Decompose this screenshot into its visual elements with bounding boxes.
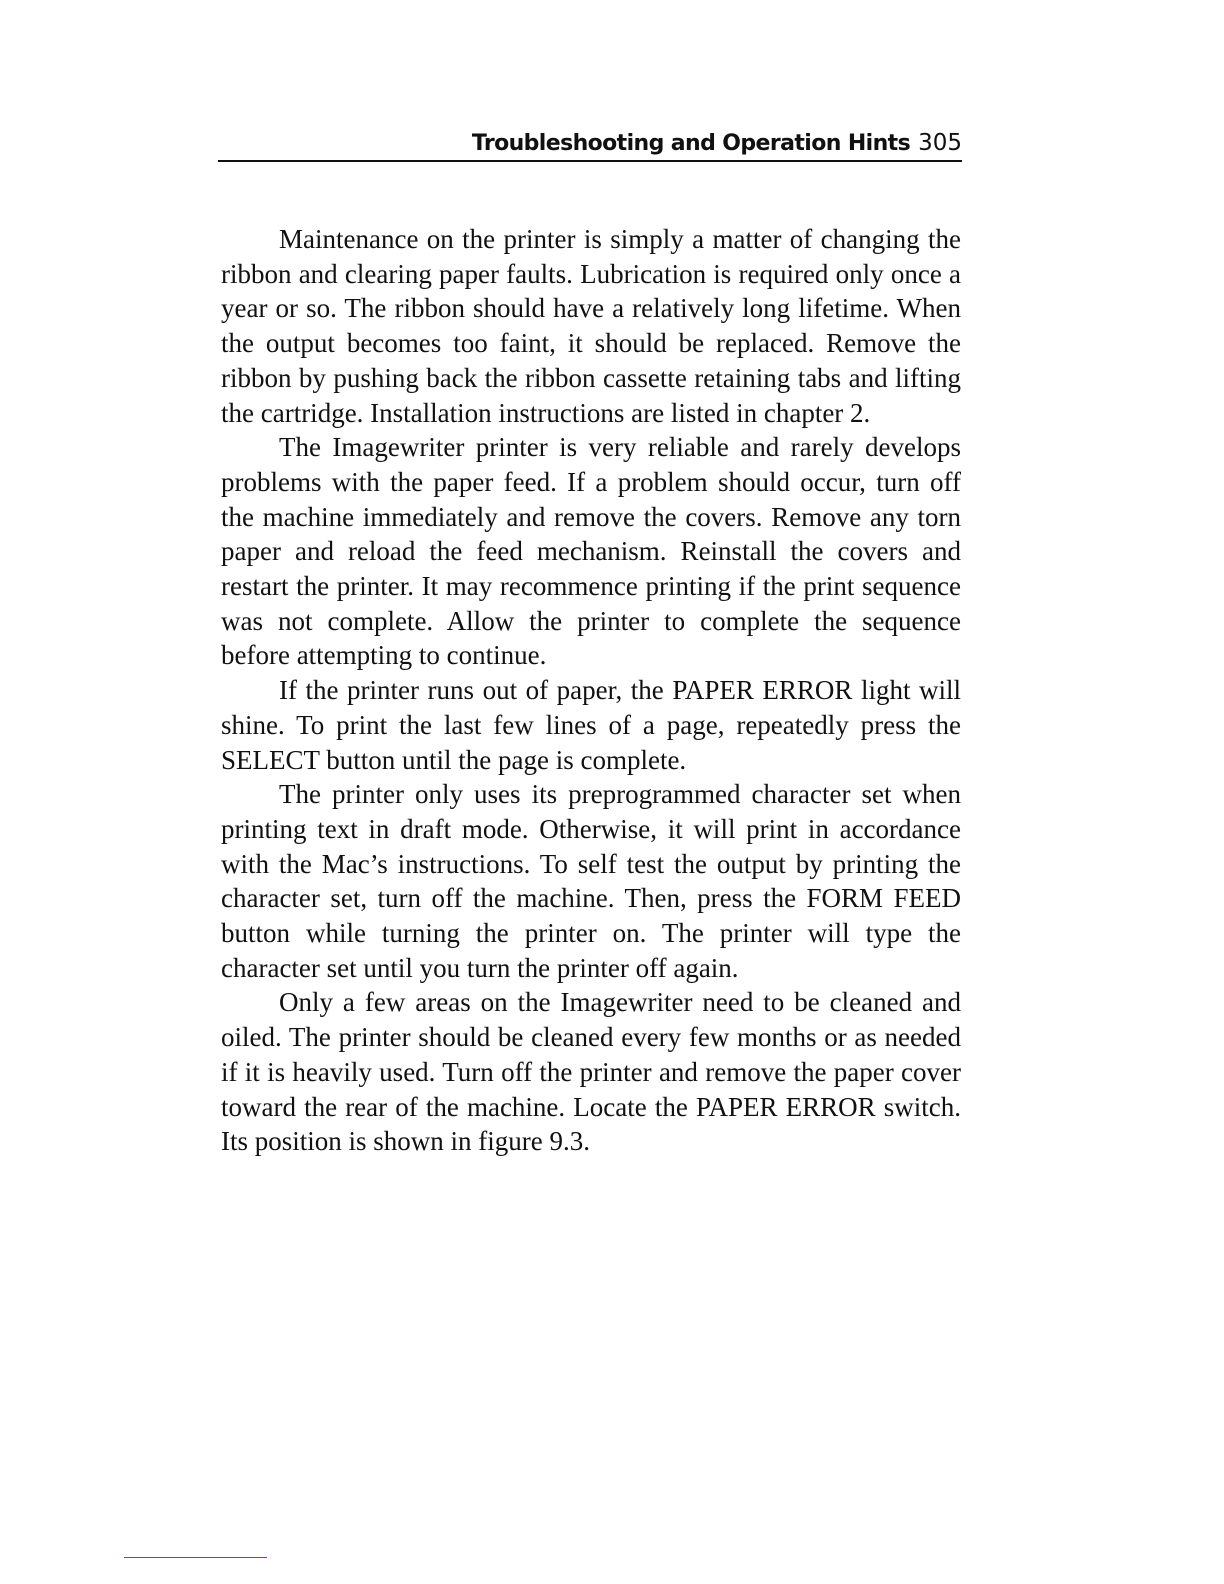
paragraph-paper-feed: The Imagewriter printer is very reliable and rarely develops problems with the paper feed. If a problem should occur, turn off the machine immediately and remove the covers. Remove any torn paper and reload the feed mechanism. Reinstall the covers and restart the printer. It may recommence printing if the print sequence was not complete. Allow the printer to complete the sequence before attempting to continue. [221,432,961,671]
header-rule [218,160,962,162]
header-title: Troubleshooting and Operation Hints [471,131,911,156]
footer-rule [124,1557,267,1558]
page-number: 305 [918,130,962,156]
running-header [218,126,962,160]
paragraph-self-test: The printer only uses its preprogrammed character set when printing text in draft mode. Otherwise, it will print in accordance with the Mac’s instructions. To self test the output by printing the character set, turn off the machine. Then, press the FORM FEED button while turning the printer on. The printer will type the character set until you turn the printer off again. [221,779,961,983]
body-text [221,222,961,1159]
paragraph-maintenance: Maintenance on the printer is simply a matter of changing the ribbon and clearing paper faults. Lubrication is required only once a year or so. The ribbon should have a relatively long lifetime. When the output becomes too faint, it should be replaced. Remove the ribbon by pushing back the ribbon cassette retaining tabs and lifting the cartridge. Installation instructions are listed in chapter 2. [221,224,961,428]
paragraph-paper-error: If the printer runs out of paper, the PAPER ERROR light will shine. To print the last few lines of a page, repeatedly press the SELECT button until the page is complete. [221,675,961,775]
paragraph-cleaning: Only a few areas on the Imagewriter need to be cleaned and oiled. The printer should be cleaned every few months or as needed if it is heavily used. Turn off the printer and remove the paper cover toward the rear of the machine. Locate the PAPER ERROR switch. Its position is shown in figure 9.3. [221,987,961,1157]
